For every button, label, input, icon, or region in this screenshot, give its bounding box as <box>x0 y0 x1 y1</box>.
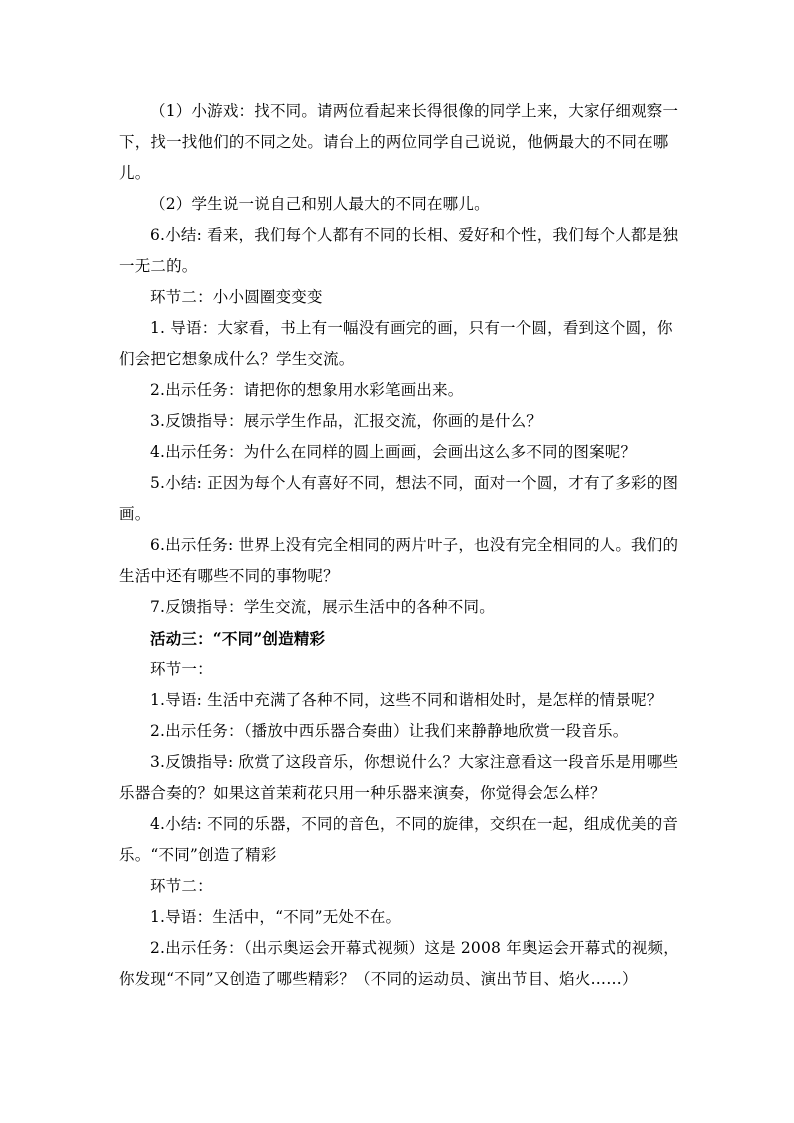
paragraph-task-draw: 2.出示任务：请把你的想象用水彩笔画出来。 <box>150 381 464 399</box>
paragraph-task-music: 2.出示任务：（播放中西乐器合奏曲）让我们来静静地欣赏一段音乐。 <box>150 722 629 740</box>
paragraph-task-olympics: 2.出示任务：（出示奥运会开幕式视频）这是 2008 年奥运会开幕式的视频，你发现“不同”又创造了哪些精彩？（不同的运动员、演出节目、焰火……） <box>119 939 679 988</box>
paragraph-game-find-difference: （1）小游戏：找不同。请两位看起来长得很像的同学上来，大家仔细观察一下，找一找他们的不同之处。请台上的两位同学自己说说，他俩最大的不同在哪儿。 <box>119 102 679 182</box>
paragraph-intro-circle: 1. 导语：大家看，书上有一幅没有画完的画，只有一个圆，看到这个圆，你们会把它想象成什么？学生交流。 <box>119 319 673 368</box>
section-heading-link-one: 环节一： <box>150 660 213 678</box>
paragraph-feedback-life: 7.反馈指导：学生交流，展示生活中的各种不同。 <box>150 598 495 616</box>
paragraph-feedback-music: 3.反馈指导: 欣赏了这段音乐，你想说什么？大家注意看这一段音乐是用哪些乐器合奏的？如果这首茉莉花只用一种乐器来演奏，你觉得会怎么样？ <box>119 753 679 802</box>
paragraph-task-why: 4.出示任务：为什么在同样的圆上画画，会画出这么多不同的图案呢？ <box>150 443 637 461</box>
section-heading-link-two: 环节二：小小圆圈变变变 <box>150 288 323 306</box>
paragraph-intro-harmony: 1.导语: 生活中充满了各种不同，这些不同和谐相处时，是怎样的情景呢？ <box>150 691 663 709</box>
paragraph-student-differences: （2）学生说一说自己和别人最大的不同在哪儿。 <box>150 195 490 213</box>
paragraph-feedback-works: 3.反馈指导：展示学生作品，汇报交流，你画的是什么？ <box>150 412 542 430</box>
paragraph-summary-unique: 6.小结: 看来，我们每个人都有不同的长相、爱好和个性，我们每个人都是独一无二的。 <box>119 226 679 275</box>
paragraph-summary-colorful: 5.小结: 正因为每个人有喜好不同，想法不同，面对一个圆，才有了多彩的图画。 <box>119 474 679 523</box>
section-heading-link-two-b: 环节二： <box>150 877 213 895</box>
paragraph-task-leaves: 6.出示任务: 世界上没有完全相同的两片叶子，也没有完全相同的人。我们的生活中还有哪些不同的事物呢？ <box>119 536 679 585</box>
paragraph-summary-music: 4.小结: 不同的乐器，不同的音色，不同的旋律，交织在一起，组成优美的音乐。“不同”创造了精彩 <box>119 815 679 864</box>
section-heading-activity-three: 活动三：“不同”创造精彩 <box>150 629 326 648</box>
paragraph-intro-everywhere: 1.导语：生活中，“不同”无处不在。 <box>150 908 402 926</box>
document-body <box>119 96 679 995</box>
